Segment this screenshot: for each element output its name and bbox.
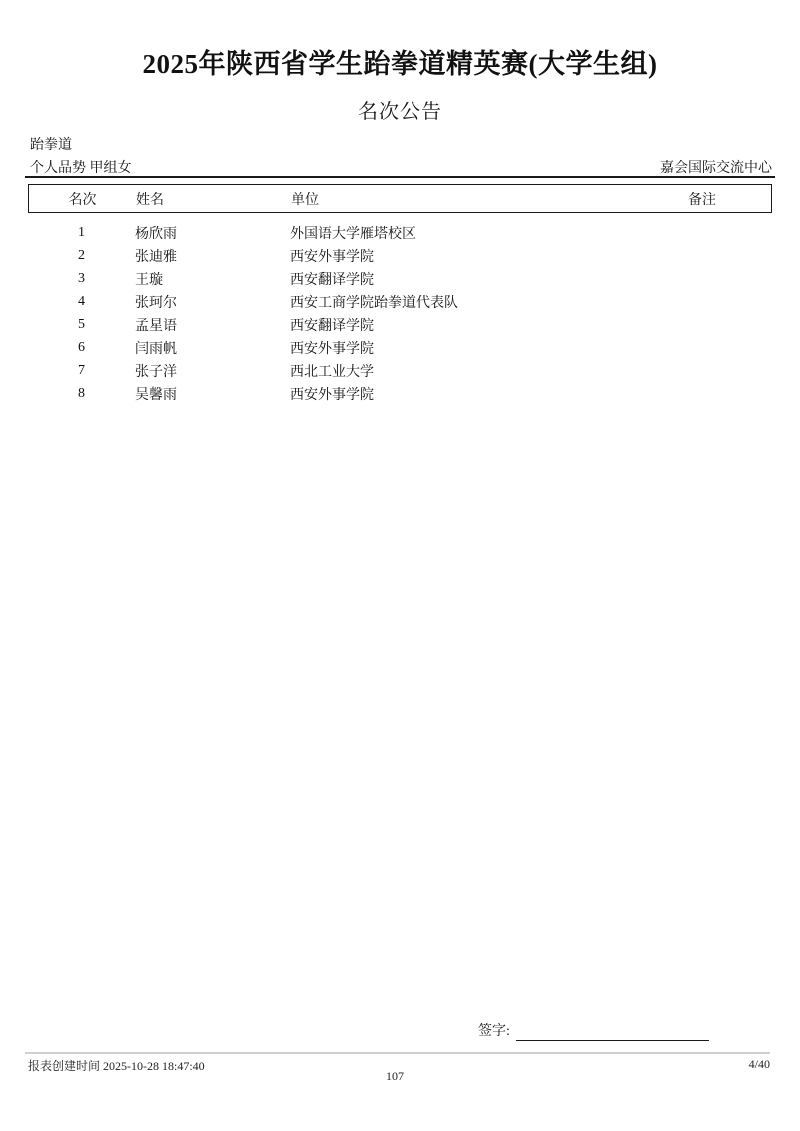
cell-rank: 3 [78,270,85,286]
table-row [28,336,772,359]
header-top-rule [25,176,775,178]
signature-underline [516,1023,709,1041]
table-row [28,290,772,313]
sport-label: 跆拳道 [30,138,72,153]
cell-rank: 7 [78,362,85,378]
table-body [28,221,772,405]
table-row [28,359,772,382]
cell-name: 吴馨雨 [135,387,177,403]
cell-name: 张珂尔 [135,295,177,311]
column-header-unit: 单位 [291,192,319,208]
table-row [28,382,772,405]
cell-name: 张迪雅 [135,249,177,265]
venue-label: 嘉会国际交流中心 [660,161,772,176]
cell-unit: 西安翻译学院 [290,272,374,288]
event-category-label: 个人品势 甲组女 [30,161,132,176]
cell-name: 张子洋 [135,364,177,380]
page-indicator: 4/40 [748,1057,770,1071]
document-title: 2025年陕西省学生跆拳道精英赛(大学生组) [142,49,658,79]
cell-unit: 西北工业大学 [290,364,374,380]
cell-rank: 4 [78,293,85,309]
cell-name: 孟星语 [135,318,177,334]
cell-name: 闫雨帆 [135,341,177,357]
table-header-row [28,184,772,213]
table-row [28,221,772,244]
table-row [28,267,772,290]
cell-name: 王璇 [135,272,163,288]
cell-unit: 西安工商学院跆拳道代表队 [290,295,458,311]
cell-unit: 外国语大学雁塔校区 [290,226,416,242]
column-header-remark: 备注 [688,192,716,208]
cell-rank: 5 [78,316,85,332]
signature-label: 签字: [478,1024,510,1039]
cell-rank: 8 [78,385,85,401]
footer-divider [25,1052,770,1054]
table-row [28,313,772,336]
cell-rank: 1 [78,224,85,240]
cell-unit: 西安外事学院 [290,387,374,403]
table-row [28,244,772,267]
signature-block [478,1023,709,1041]
column-header-rank: 名次 [68,192,97,208]
cell-name: 杨欣雨 [135,226,177,242]
report-created-timestamp: 报表创建时间 2025-10-28 18:47:40 [28,1059,205,1073]
cell-unit: 西安外事学院 [290,341,374,357]
cell-unit: 西安翻译学院 [290,318,374,334]
page-number: 107 [386,1069,404,1083]
cell-rank: 2 [78,247,85,263]
column-header-name: 姓名 [136,192,164,208]
cell-unit: 西安外事学院 [290,249,374,265]
cell-rank: 6 [78,339,85,355]
document-subtitle: 名次公告 [358,101,442,123]
event-line [30,157,772,177]
